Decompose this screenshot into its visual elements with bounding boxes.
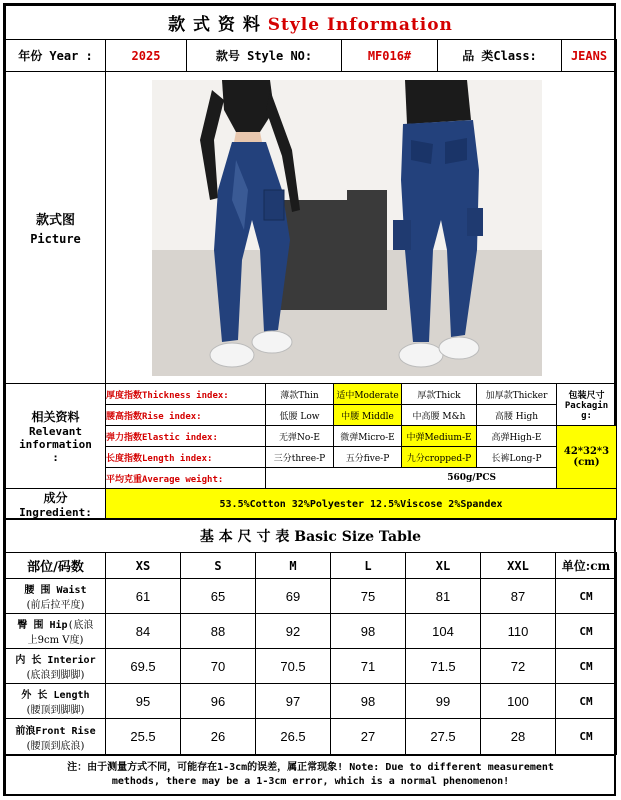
product-photo-front — [152, 80, 347, 376]
thickness-option: 厚款Thick — [402, 384, 477, 405]
size-header: XXL — [481, 553, 556, 579]
size-header: M — [256, 553, 331, 579]
elastic-label: 弹力指数Elastic index: — [106, 426, 266, 447]
relevant-label — [6, 384, 106, 489]
measurement-name-text: 臀 围 Hip — [17, 620, 68, 631]
size-value: 25.5 — [106, 719, 181, 755]
measurement-name-main — [6, 581, 105, 596]
rise-option-selected: 中腰 Middle — [334, 405, 402, 426]
thickness-option-selected: 适中Moderate — [334, 384, 402, 405]
picture-cell — [106, 72, 617, 384]
note-line-2: methods, there may be a 1-3cm error, which is a normal phenomenon! — [111, 776, 510, 787]
packaging-value — [557, 426, 617, 489]
year-value: 2025 — [106, 40, 187, 72]
note-table — [5, 755, 616, 795]
ingredient-value: 53.5%Cotton 32%Polyester 12.5%Viscose 2%Spandex — [106, 489, 617, 520]
rise-option: 中高腰 M&h — [402, 405, 477, 426]
size-row — [6, 649, 617, 684]
info-table — [5, 39, 617, 72]
picture-label-cn: 款式图 — [35, 213, 75, 228]
size-value: 69 — [256, 579, 331, 614]
class-value: JEANS — [562, 40, 617, 72]
size-value: 70 — [181, 649, 256, 684]
size-value: 87 — [481, 579, 556, 614]
size-value: 69.5 — [106, 649, 181, 684]
size-value: 27.5 — [406, 719, 481, 755]
title-cn: 款 式 资 料 — [168, 15, 261, 35]
measurement-name-extra: (底浪 — [67, 620, 94, 631]
title-en: Style Information — [267, 15, 453, 35]
length-label: 长度指数Length index: — [106, 447, 266, 468]
rise-label: 腰高指数Rise index: — [106, 405, 266, 426]
measurement-name — [6, 719, 106, 755]
unit-value: CM — [556, 684, 617, 719]
thickness-option: 加厚款Thicker — [477, 384, 557, 405]
product-photo-back — [347, 80, 542, 376]
measurement-description: (前后拉平度) — [26, 600, 85, 611]
size-value: 96 — [181, 684, 256, 719]
thickness-option: 薄款Thin — [266, 384, 334, 405]
year-label: 年份 Year : — [6, 40, 106, 72]
size-row — [6, 719, 617, 755]
measurement-name-main — [6, 616, 105, 631]
size-value: 84 — [106, 614, 181, 649]
packaging-label — [557, 384, 617, 426]
size-row — [6, 614, 617, 649]
note — [6, 756, 616, 795]
size-value: 81 — [406, 579, 481, 614]
elastic-option: 无弹No-E — [266, 426, 334, 447]
sheet-title — [6, 6, 616, 40]
unit-label: 单位:cm — [556, 553, 617, 579]
size-header: L — [331, 553, 406, 579]
length-option-selected: 九分cropped-P — [402, 447, 477, 468]
packaging-label-cn: 包装尺寸 — [568, 391, 605, 401]
measurement-name-text: 腰 围 Waist — [24, 585, 87, 596]
measurement-name-main — [6, 651, 105, 666]
size-row — [6, 684, 617, 719]
weight-value: 560g/PCS — [266, 468, 557, 489]
packaging-label-en2: g: — [581, 411, 592, 421]
measurement-description: (底浪到脚脚) — [26, 670, 85, 681]
packaging-value-dims: 42*32*3 — [563, 446, 610, 457]
title-table — [5, 5, 616, 40]
rise-option: 低腰 Low — [266, 405, 334, 426]
length-option: 长裤Long-P — [477, 447, 557, 468]
measurement-description: 上9cm V度) — [27, 635, 84, 646]
picture-label — [6, 72, 106, 384]
ingredient-label-cn: 成分 — [43, 491, 68, 505]
unit-value: CM — [556, 614, 617, 649]
elastic-option-selected: 中弹Medium-E — [402, 426, 477, 447]
measurement-name-main — [6, 722, 105, 737]
size-row — [6, 579, 617, 614]
packaging-label-en: Packagin — [564, 401, 609, 411]
unit-value: CM — [556, 649, 617, 684]
size-header: XS — [106, 553, 181, 579]
picture-table — [5, 71, 617, 384]
size-table — [5, 552, 617, 755]
size-title-table — [5, 518, 616, 553]
relevant-table — [5, 383, 617, 489]
class-label: 品 类Class: — [438, 40, 562, 72]
size-value: 98 — [331, 614, 406, 649]
size-value: 104 — [406, 614, 481, 649]
packaging-value-unit: (cm) — [573, 457, 600, 468]
size-value: 110 — [481, 614, 556, 649]
measurement-name — [6, 579, 106, 614]
measurement-name-main — [6, 686, 105, 701]
ingredient-label-en: Ingredient: — [19, 506, 92, 519]
size-value: 95 — [106, 684, 181, 719]
measurement-name-text: 外 长 Length — [21, 690, 90, 701]
thickness-label: 厚度指数Thickness index: — [106, 384, 266, 405]
size-value: 92 — [256, 614, 331, 649]
length-option: 五分five-P — [334, 447, 402, 468]
unit-value: CM — [556, 579, 617, 614]
relevant-label-cn: 相关资料 — [31, 410, 80, 424]
length-option: 三分three-P — [266, 447, 334, 468]
unit-value: CM — [556, 719, 617, 755]
elastic-option: 微弹Micro-E — [334, 426, 402, 447]
size-value: 71.5 — [406, 649, 481, 684]
measurement-name-text: 内 长 Interior — [15, 655, 96, 666]
size-value: 98 — [331, 684, 406, 719]
size-header: XL — [406, 553, 481, 579]
size-value: 100 — [481, 684, 556, 719]
size-value: 97 — [256, 684, 331, 719]
size-header-label: 部位/码数 — [6, 553, 106, 579]
size-value: 75 — [331, 579, 406, 614]
style-value: MF016# — [342, 40, 438, 72]
rise-option: 高腰 High — [477, 405, 557, 426]
picture-label-en: Picture — [30, 232, 81, 246]
size-value: 72 — [481, 649, 556, 684]
relevant-label-en1: Relevant — [29, 425, 82, 438]
measurement-description: (腰顶到底浪) — [26, 740, 85, 752]
size-value: 61 — [106, 579, 181, 614]
size-value: 28 — [481, 719, 556, 755]
size-value: 88 — [181, 614, 256, 649]
size-value: 26.5 — [256, 719, 331, 755]
measurement-name — [6, 614, 106, 649]
ingredient-label — [6, 489, 106, 520]
measurement-name — [6, 649, 106, 684]
size-value: 26 — [181, 719, 256, 755]
style-label: 款号 Style NO: — [187, 40, 342, 72]
measurement-name — [6, 684, 106, 719]
weight-label: 平均克重Average weight: — [106, 468, 266, 489]
size-table-title: 基 本 尺 寸 表 Basic Size Table — [6, 519, 616, 553]
relevant-label-colon: : — [52, 451, 59, 464]
measurement-name-text: 前浪Front Rise — [15, 725, 96, 737]
size-value: 70.5 — [256, 649, 331, 684]
size-value: 27 — [331, 719, 406, 755]
measurement-description: (腰顶到脚脚) — [26, 705, 85, 716]
note-line-1: 注：由于测量方式不同，可能存在1-3cm的误差，属正常现象! Note: Due to different measurement — [67, 762, 554, 773]
elastic-option: 高弹High-E — [477, 426, 557, 447]
relevant-label-en2: information — [19, 438, 92, 451]
ingredient-table — [5, 488, 617, 520]
size-value: 65 — [181, 579, 256, 614]
size-header: S — [181, 553, 256, 579]
size-value: 71 — [331, 649, 406, 684]
size-value: 99 — [406, 684, 481, 719]
